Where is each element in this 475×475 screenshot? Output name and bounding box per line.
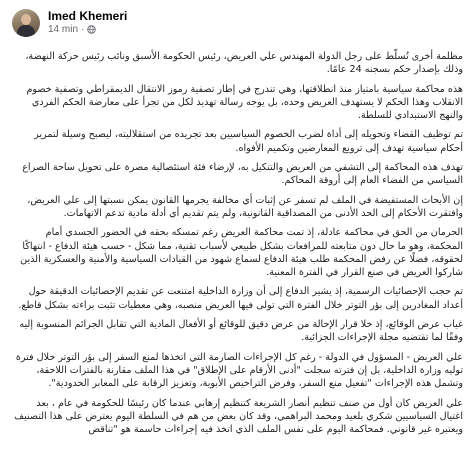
post-paragraph: علي العريض كان أول من صنف تنظيم أنصار الشريعة كتنظيم إرهابي عندما كان رئيسًا للحكومة في عام ، بعد اغتيال السياسيين شكري بلعيد ومحمد البراهمي، وقد كان بعض من هم في السلطة اليوم يعترض على هذا التصنيف ويعتبره غير قانوني. فمحاكمة اليوم على نفس الملف الذي اتخذ فيه إجراءات حاسمة هو "تناقض (14, 397, 463, 436)
post-paragraph: مظلمة أخرى تُسلّط على رجل الدولة المهندس علي العريض، رئيس الحكومة الأسبق ونائب رئيس حركة النهضة، وذلك بإصدار حكم بسجنه 24 عامًا. (25, 51, 463, 76)
post-subline (48, 24, 127, 36)
avatar[interactable] (12, 9, 40, 37)
post-paragraph: هذه محاكمة سياسية بامتياز منذ انطلاقتها، وهي تندرج في إطار تصفية رموز الانتقال الديمقراطي وتصفية خصوم الانقلاب وهذا الحكم لا يستهدف العريض وحده، بل يوجه رسالة تهديد لكل من تجرأ على معارضة الحكم الفردي والنهج الاستبدادي للسلطة. (26, 83, 463, 122)
post-paragraph: تم توظيف القضاء وتحويله إلى أداة لضرب الخصوم السياسيين بعد تجريده من استقلاليته، ليصبح وسيلة لتمرير أحكام سياسية تهدف إلى ترويع المعارضين وتكميم الأفواه. (34, 129, 463, 154)
post-header (12, 6, 463, 40)
post-paragraph: إن الأبحاث المستفيضة في الملف لم تسفر عن إثبات أي مخالفة يجرمها القانون يمكن نسبتها إلى علي العريض، وافتقرت الأحكام إلى الحد الأدنى من المصداقية القانونية، ولم يتم تقديم أي أدلة مادية تدعم الاتهامات. (27, 194, 463, 219)
globe-icon (87, 24, 96, 36)
post-meta (48, 10, 127, 35)
meta-separator: · (81, 24, 85, 36)
post-paragraph: تهدف هذه المحاكمة إلى التشفي من العريض والتنكيل به، لإرضاء فئة استئصالية مصرة على تحويل ساحة الصراع السياسي من الفضاء العام إلى أروقة المحاكم. (22, 162, 463, 187)
post-paragraph: غياب عرض الوقائع، إذ خلا قرار الإحالة من عرض دقيق للوقائع أو الأفعال المادية التي تقابل الجرائم المنسوبة إليه وفقًا لما تقتضيه مجلة الإجراءات الجزائية. (19, 319, 463, 344)
post-paragraph: الحرمان من الحق في محاكمة عادلة، إذ تمت محاكمة العريض رغم تمسكه بحقه في الحضور الجسدي أمام المحكمة، وهو ما حال دون متابعته للمرافعات بشكل طبيعي لأسباب تقنية، مما شكل - حسب هيئة الدفاع - انتهاكًا لحقوقه، فضلًا عن رفض المحكمة طلب هيئة الدفاع لسماع شهود من القيادات السياسية والأمنية والعسكرية الذين شاركوا العريض في صنع القرار في الفترة المعنية. (20, 227, 463, 279)
post-paragraph: علي العريض - المسؤول في الدولة - رغم كل الإجراءات الصارمة التي اتخذها لمنع السفر إلى بؤر التوتر خلال فترة توليه وزارة الداخلية، بل إن فترته سجلت "أدنى الأرقام على الإطلاق" في هذا الملف مقارنة بالفترات اللاحقة، وتشمل هذه الإجراءات "تفعيل منع السفر، وفرض التراخيص الأبوية، وتعزيز الرقابة على المعابر الحدودية". (15, 351, 463, 390)
post-time[interactable]: 14 min (48, 24, 79, 36)
post-body (12, 50, 463, 436)
post-paragraph: تم حجب الإحصائيات الرسمية، إذ يشير الدفاع إلى أن وزارة الداخلية امتنعت عن تقديم الإحصائيات الدقيقة حول أعداد المغادرين إلى بؤر التوتر خلال الفترة التي تولى فيها العريض منصبه، وهي معطيات تثبت براءته بشكل قاطع. (18, 286, 463, 311)
author-name[interactable]: Imed Khemeri (48, 9, 128, 24)
